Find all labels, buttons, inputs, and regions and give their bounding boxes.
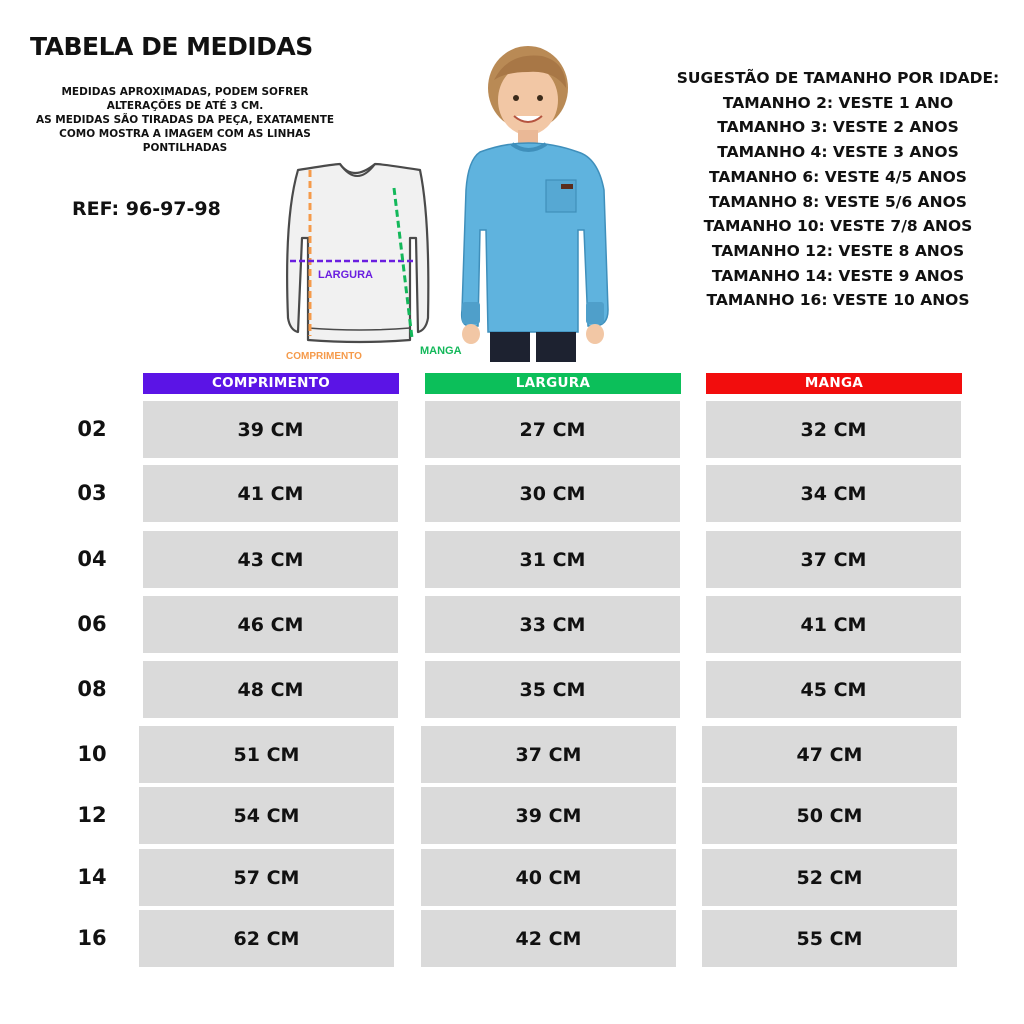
- column-header-comprimento: COMPRIMENTO: [143, 373, 399, 394]
- manga-label: MANGA: [420, 345, 462, 357]
- table-cell: 31 CM: [425, 531, 680, 588]
- table-cell: 51 CM: [139, 726, 394, 783]
- table-cell: 32 CM: [706, 401, 961, 458]
- suggestion-line: TAMANHO 14: VESTE 9 ANOS: [711, 266, 965, 285]
- child-shirt: [462, 143, 608, 332]
- size-label: 12: [77, 803, 107, 827]
- size-label: 04: [77, 547, 107, 571]
- table-cell: 35 CM: [425, 661, 680, 718]
- note-line: MEDIDAS APROXIMADAS, PODEM SOFRER: [61, 86, 309, 98]
- size-label: 10: [77, 742, 107, 766]
- table-cell: 30 CM: [425, 465, 680, 522]
- reference-code: REF: 96-97-98: [72, 198, 221, 220]
- table-cell: 40 CM: [421, 849, 676, 906]
- suggestion-line: TAMANHO 10: VESTE 7/8 ANOS: [703, 217, 973, 236]
- table-cell: 48 CM: [143, 661, 398, 718]
- measurement-note: [20, 85, 350, 155]
- table-cell: 50 CM: [702, 787, 957, 844]
- table-cell: 39 CM: [421, 787, 676, 844]
- table-cell: 57 CM: [139, 849, 394, 906]
- table-cell: 34 CM: [706, 465, 961, 522]
- table-cell: 54 CM: [139, 787, 394, 844]
- table-cell: 43 CM: [143, 531, 398, 588]
- size-label: 06: [77, 612, 107, 636]
- table-cell: 41 CM: [706, 596, 961, 653]
- table-cell: 41 CM: [143, 465, 398, 522]
- size-label: 08: [77, 677, 107, 701]
- child-photo: [458, 40, 613, 362]
- suggestion-line: TAMANHO 12: VESTE 8 ANOS: [711, 241, 965, 260]
- suggestion-line: TAMANHO 16: VESTE 10 ANOS: [706, 291, 970, 310]
- table-cell: 46 CM: [143, 596, 398, 653]
- table-cell: 47 CM: [702, 726, 957, 783]
- note-line: PONTILHADAS: [142, 142, 228, 154]
- table-cell: 39 CM: [143, 401, 398, 458]
- table-cell: 33 CM: [425, 596, 680, 653]
- comprimento-label: COMPRIMENTO: [286, 351, 362, 362]
- table-cell: 27 CM: [425, 401, 680, 458]
- suggestion-line: TAMANHO 6: VESTE 4/5 ANOS: [709, 167, 967, 186]
- column-header-manga: MANGA: [706, 373, 962, 394]
- table-cell: 37 CM: [421, 726, 676, 783]
- table-cell: 45 CM: [706, 661, 961, 718]
- note-line: ALTERAÇÕES DE ATÉ 3 CM.: [106, 100, 264, 112]
- size-label: 14: [77, 865, 107, 889]
- child-face: [498, 65, 558, 135]
- page-title: TABELA DE MEDIDAS: [30, 32, 313, 61]
- note-line: AS MEDIDAS SÃO TIRADAS DA PEÇA, EXATAMENTE: [35, 114, 335, 126]
- size-suggestion: [662, 66, 1014, 313]
- suggestion-line: TAMANHO 3: VESTE 2 ANOS: [717, 118, 959, 137]
- shirt-outline: [287, 164, 428, 342]
- suggestion-heading: SUGESTÃO DE TAMANHO POR IDADE:: [676, 69, 1000, 87]
- size-label: 03: [77, 481, 107, 505]
- table-cell: 37 CM: [706, 531, 961, 588]
- column-header-largura: LARGURA: [425, 373, 681, 394]
- size-label: 16: [77, 926, 107, 950]
- suggestion-line: TAMANHO 2: VESTE 1 ANO: [722, 93, 954, 112]
- note-line: COMO MOSTRA A IMAGEM COM AS LINHAS: [59, 128, 311, 140]
- shirt-diagram: [250, 158, 480, 368]
- table-cell: 55 CM: [702, 910, 957, 967]
- suggestion-line: TAMANHO 4: VESTE 3 ANOS: [717, 143, 959, 162]
- size-label: 02: [77, 417, 107, 441]
- table-cell: 42 CM: [421, 910, 676, 967]
- table-cell: 52 CM: [702, 849, 957, 906]
- table-cell: 62 CM: [139, 910, 394, 967]
- suggestion-line: TAMANHO 8: VESTE 5/6 ANOS: [709, 192, 967, 211]
- largura-label: LARGURA: [318, 269, 373, 281]
